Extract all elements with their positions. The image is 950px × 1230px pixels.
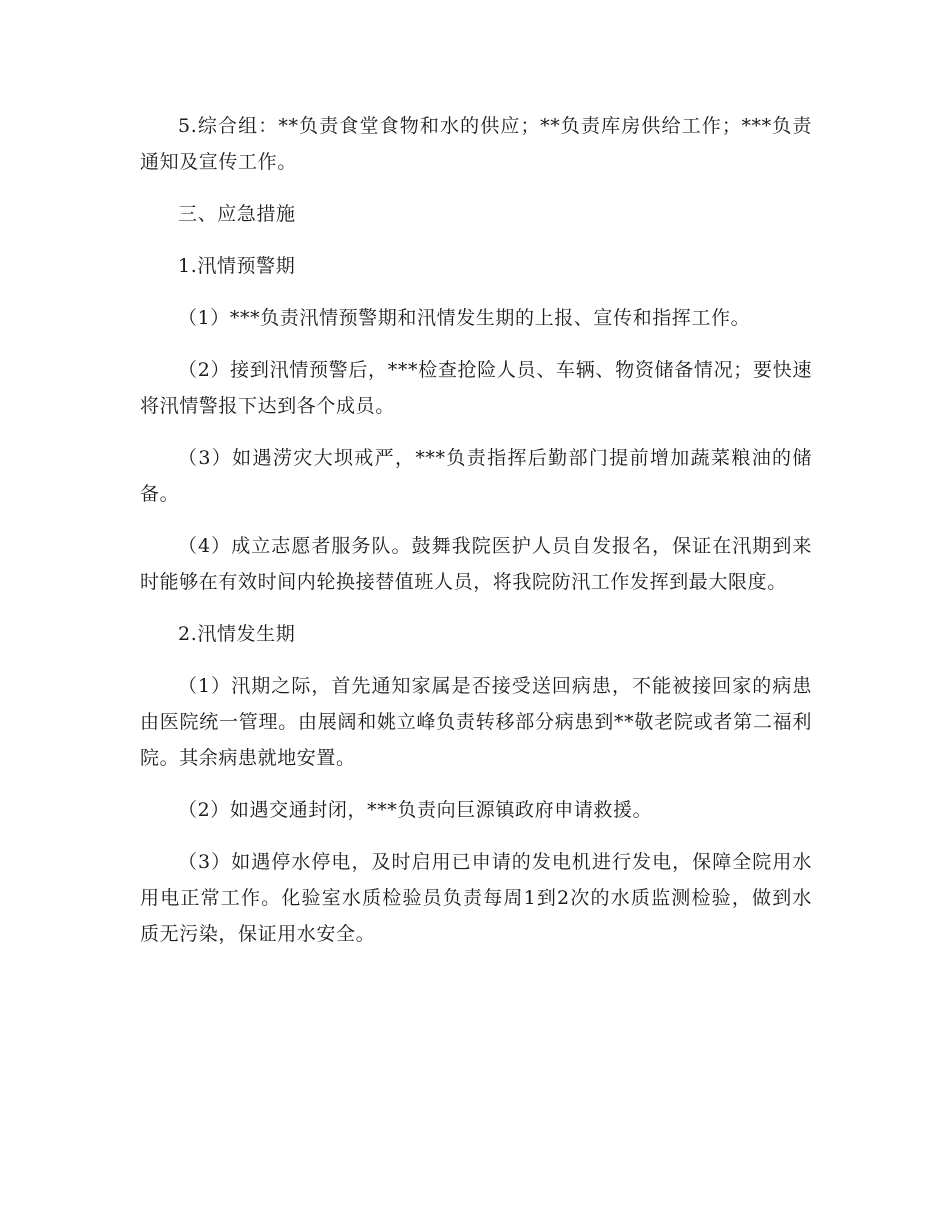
heading-flood-occurrence-period: 2.汛情发生期 <box>178 623 296 645</box>
heading-emergency-measures: 三、应急措施 <box>178 203 296 225</box>
paragraph-occurrence-item-3: （3）如遇停水停电，及时启用已申请的发电机进行发电，保障全院用水用电正常工作。化验室水质检验员负责每周1到2次的水质监测检验，做到水质无污染，保证用水安全。 <box>140 851 812 945</box>
paragraph-warning-item-3: （3）如遇涝灾大坝戒严，***负责指挥后勤部门提前增加蔬菜粮油的储备。 <box>140 447 812 505</box>
document-page <box>140 108 812 952</box>
paragraph-occurrence-item-2: （2）如遇交通封闭，***负责向巨源镇政府申请救援。 <box>178 799 653 821</box>
heading-flood-warning-period: 1.汛情预警期 <box>178 255 296 277</box>
paragraph-warning-item-2: （2）接到汛情预警后，***检查抢险人员、车辆、物资储备情况；要快速将汛情警报下达到各个成员。 <box>140 359 812 417</box>
paragraph-warning-item-4: （4）成立志愿者服务队。鼓舞我院医护人员自发报名，保证在汛期到来时能够在有效时间内轮换接替值班人员，将我院防汛工作发挥到最大限度。 <box>140 535 812 593</box>
paragraph-occurrence-item-1: （1）汛期之际，首先通知家属是否接受送回病患，不能被接回家的病患由医院统一管理。由展阔和姚立峰负责转移部分病患到**敬老院或者第二福利院。其余病患就地安置。 <box>140 675 812 769</box>
paragraph-general-group: 5.综合组：**负责食堂食物和水的供应；**负责库房供给工作；***负责通知及宣传工作。 <box>140 115 812 173</box>
paragraph-warning-item-1: （1）***负责汛情预警期和汛情发生期的上报、宣传和指挥工作。 <box>178 307 751 329</box>
